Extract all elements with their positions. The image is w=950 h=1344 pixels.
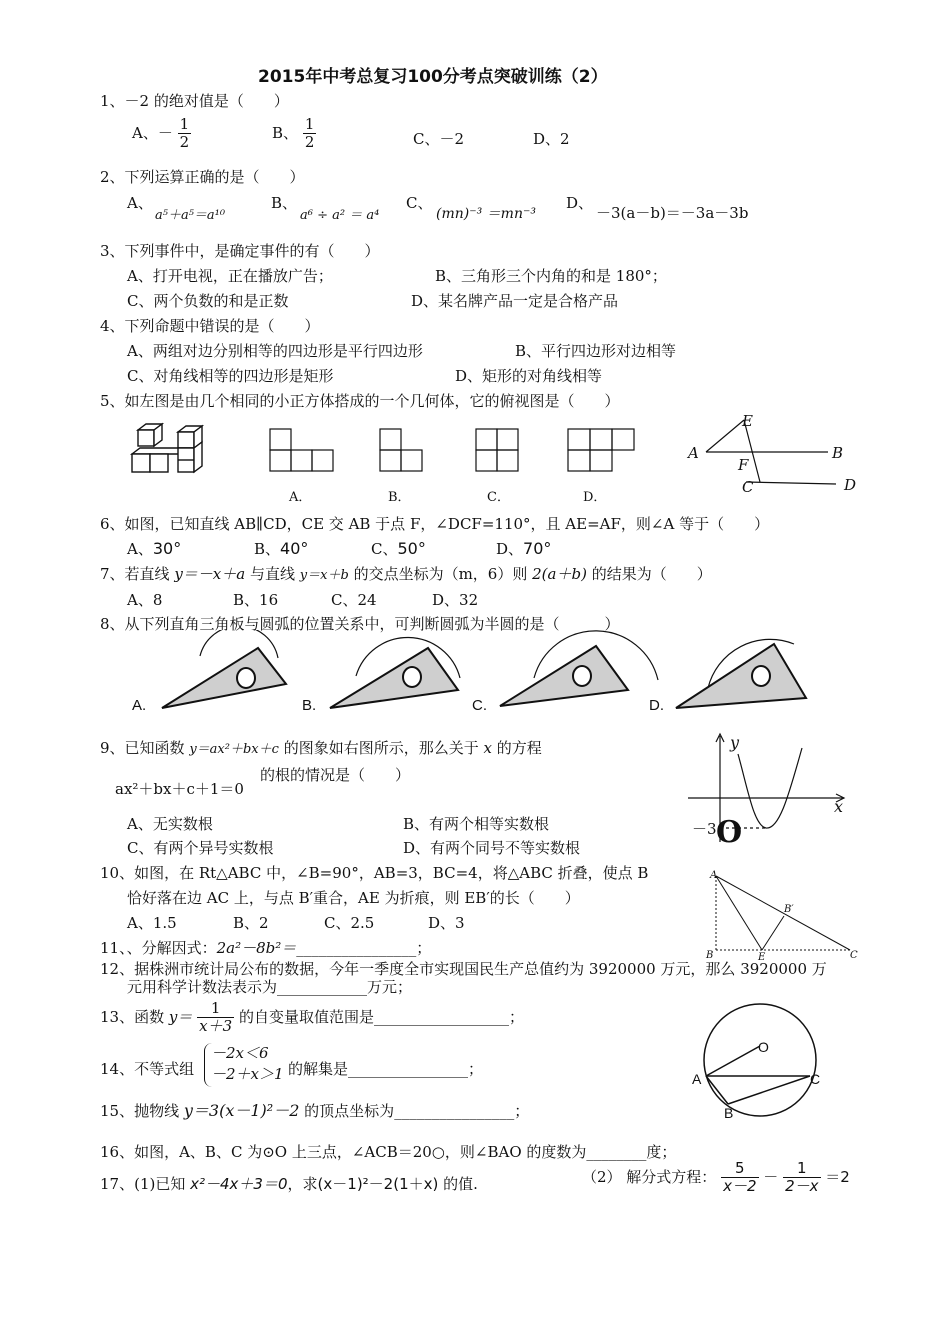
q1-a-num: 1 — [179, 115, 190, 133]
q2-a-expr: a⁵＋a⁵＝a¹⁰ — [155, 208, 226, 223]
axis-label-y: y — [730, 733, 740, 752]
q1-b-den: 2 — [304, 133, 315, 152]
q13-fraction — [197, 1000, 234, 1036]
q1-option-d: D、2 — [533, 130, 570, 148]
q7-option-b: B、16 — [233, 591, 279, 609]
q13-stem: 13、函数 — [100, 1007, 165, 1026]
fold-label-A: A — [710, 870, 718, 881]
q9-pre: 9、已知函数 — [100, 739, 185, 757]
label-B: B — [832, 444, 844, 462]
q8-label-a: A. — [132, 697, 147, 714]
q2-c-expr: (mn)⁻³ ＝mn⁻³ — [436, 206, 536, 222]
q7-option-a: A、8 — [127, 591, 163, 609]
q9-var: x — [483, 739, 492, 757]
q16-answer-blank[interactable]: ________ — [586, 1143, 647, 1161]
q9-end: 的根的情况是（ ） — [260, 766, 411, 784]
q14-stem: 14、不等式组 — [100, 1060, 195, 1078]
q17-f2-den: 2－x — [785, 1177, 819, 1196]
fold-label-E: E — [758, 952, 766, 962]
cube-solid-figure — [128, 422, 210, 480]
q14-end: ； — [468, 1060, 484, 1078]
minus-three-label: －3 — [692, 820, 717, 838]
q12-line1: 12、据株洲市统计局公布的数据，今年一季度全市实现国民生产总值约为 3920000 万元，那么 3920000 万 — [100, 960, 827, 978]
q5-view-d — [566, 427, 638, 473]
q17-p1: 17、(1)已知 — [100, 1175, 186, 1193]
q13-den: x＋3 — [199, 1017, 233, 1036]
q3-option-a: A、打开电视，正在播放广告； — [127, 267, 333, 285]
q2-stem: 2、下列运算正确的是（ ） — [100, 168, 305, 186]
q9-option-b: B、有两个相等实数根 — [403, 815, 550, 833]
parallel-lines-figure — [686, 410, 866, 500]
q6-c-label: C、 — [371, 540, 398, 558]
q17-p3: 的值. — [443, 1175, 478, 1193]
q11-stem: 11、、分解因式： — [100, 939, 217, 957]
q17-f2-num: 1 — [783, 1160, 820, 1178]
q1-a-den: 2 — [179, 133, 190, 152]
q4-option-a: A、两组对边分别相等的四边形是平行四边形 — [127, 342, 423, 360]
fold-triangle-figure — [700, 866, 860, 962]
q2-a-label: A、 — [127, 194, 153, 212]
q7-eq3: 2(a＋b) — [532, 565, 587, 583]
q5-stem: 5、如左图是由几个相同的小正方体搭成的一个几何体，它的俯视图是（ ） — [100, 392, 620, 410]
page-title: 2015年中考总复习100分考点突破训练（2） — [258, 67, 608, 87]
q10-option-b: B、2 — [233, 914, 269, 932]
label-D: D — [844, 476, 857, 494]
q16-stem: 16、如图，A、B、C 为⊙O 上三点，∠ACB＝20○，则∠BAO 的度数为 — [100, 1143, 587, 1161]
q13 — [100, 1000, 524, 1036]
q1-option-b — [272, 116, 316, 152]
q11-answer-blank[interactable]: ________________ — [296, 939, 417, 957]
q1-option-a — [132, 116, 191, 152]
q11-end: ； — [416, 939, 432, 957]
label-E: E — [742, 412, 753, 430]
circle-label-A: A — [692, 1071, 702, 1087]
q6-c-value: 50° — [397, 539, 426, 558]
q14-post: 的解集是 — [288, 1060, 349, 1078]
q17-part2 — [582, 1160, 850, 1196]
circle-figure — [688, 1000, 838, 1122]
q10-option-d: D、3 — [428, 914, 465, 932]
q9-mid: 的图象如右图所示，那么关于 — [283, 739, 479, 757]
q9-eq1: y＝ax²＋bx＋c — [189, 742, 279, 757]
q7-stem — [100, 563, 712, 584]
q8-label-c: C. — [472, 697, 487, 714]
q5-label-a: A． — [289, 490, 312, 505]
q6-d-label: D、 — [496, 540, 524, 558]
q2-d-expr: －3(a－b)＝－3a－3b — [596, 204, 749, 222]
q7-option-c: C、24 — [331, 591, 377, 609]
q3-option-b: B、三角形三个内角的和是 180°； — [435, 267, 667, 285]
label-C: C — [742, 478, 754, 496]
q6-a-value: 30° — [152, 539, 182, 558]
q4-option-d: D、矩形的对角线相等 — [455, 367, 603, 385]
q16-end: 度； — [646, 1143, 677, 1161]
label-A: A — [688, 444, 699, 462]
q7-post: 的结果为（ ） — [591, 565, 712, 583]
q12-line2 — [127, 976, 412, 997]
q4-option-b: B、平行四边形对边相等 — [515, 342, 677, 360]
q15-answer-blank[interactable]: ________________ — [394, 1102, 515, 1120]
circle-label-B: B — [724, 1105, 734, 1121]
q17-p4: （2） 解分式方程： — [582, 1167, 717, 1186]
q5-label-c: C． — [487, 490, 510, 505]
q9-stem — [100, 737, 542, 758]
q2-b-label: B、 — [271, 194, 298, 212]
q17-e1: x²－4x＋3＝0 — [190, 1175, 288, 1193]
q12-answer-blank[interactable]: ____________ — [277, 978, 368, 996]
q6-option-a — [127, 538, 181, 559]
q5-view-c — [474, 427, 522, 473]
q5-label-d: D． — [583, 490, 607, 505]
q5-view-a — [268, 427, 336, 473]
axis-label-x: x — [834, 797, 844, 816]
q1-b-fraction — [303, 116, 317, 152]
q6-stem: 6、如图，已知直线 AB∥CD，CE 交 AB 于点 F，∠DCF=110°，且 AE=AF，则∠A 等于（ ） — [100, 515, 770, 533]
q17-f1-den: x－2 — [723, 1177, 757, 1196]
q15-stem: 15、抛物线 — [100, 1102, 180, 1120]
q17-eq: ＝2 — [825, 1167, 850, 1186]
q8-stem: 8、从下列直角三角板与圆弧的位置关系中，可判断圆弧为半圆的是（ ） — [100, 615, 620, 633]
q17-fraction1 — [721, 1160, 758, 1196]
q2-b-expr: a⁶ ÷ a² ＝ a⁴ — [300, 208, 380, 223]
q13-post: 的自变量取值范围是 — [238, 1007, 374, 1026]
q16 — [100, 1141, 676, 1162]
q9-eq2: ax²＋bx＋c＋1＝0 — [115, 780, 244, 798]
q5-view-b — [378, 427, 426, 473]
fold-label-C: C — [850, 950, 858, 961]
q1-stem: 1、－2 的绝对值是（ ） — [100, 92, 289, 110]
q10-option-c: C、2.5 — [324, 914, 375, 932]
q7-eq1: y＝－x＋a — [174, 565, 246, 583]
q9-option-c: C、有两个异号实数根 — [127, 839, 274, 857]
q7-option-d: D、32 — [432, 591, 479, 609]
parabola-figure — [686, 730, 856, 850]
q1-a-label: A、－ — [132, 123, 173, 142]
q15 — [100, 1098, 529, 1121]
q10-line1: 10、如图，在 Rt△ABC 中，∠B=90°，AB=3，BC=4，将△ABC 折叠，使点 B — [100, 864, 649, 882]
q7-pre: 7、若直线 — [100, 565, 170, 583]
q2-c-label: C、 — [406, 194, 433, 212]
q6-option-c — [371, 538, 426, 559]
q6-a-label: A、 — [127, 540, 153, 558]
q4-stem: 4、下列命题中错误的是（ ） — [100, 317, 320, 335]
q3-stem: 3、下列事件中，是确定事件的有（ ） — [100, 242, 380, 260]
q1-b-num: 1 — [304, 115, 315, 133]
circle-label-C: C — [810, 1071, 821, 1087]
q8-label-d: D. — [649, 697, 664, 714]
q6-d-value: 70° — [523, 539, 552, 558]
q5-label-b: B． — [388, 490, 411, 505]
q14-answer — [288, 1058, 483, 1079]
q17-f1-num: 5 — [721, 1160, 758, 1178]
q15-end: ； — [514, 1102, 530, 1120]
q9-option-a: A、无实数根 — [127, 815, 213, 833]
q14-line1: －2x＜6 — [211, 1044, 269, 1062]
q13-answer-blank[interactable]: __________________ — [373, 1007, 509, 1026]
q6-b-value: 40° — [280, 539, 309, 558]
q8-label-b: B. — [302, 697, 317, 714]
q12-end: 万元； — [367, 978, 413, 996]
q12-text: 元用科学计数法表示为 — [127, 978, 278, 996]
q15-post: 的顶点坐标为 — [304, 1102, 395, 1120]
q17-e2: (x－1)²－2(1＋x) — [317, 1175, 439, 1193]
q1-b-label: B、 — [272, 123, 299, 142]
q3-option-d: D、某名牌产品一定是合格产品 — [411, 292, 619, 310]
q10-line2: 恰好落在边 AC 上，与点 B′重合，AE 为折痕，则 EB′的长（ ） — [127, 889, 580, 907]
circle-label-O: O — [758, 1039, 769, 1055]
q11-expr: 2a²－8b²＝ — [216, 939, 297, 957]
q9-option-d: D、有两个同号不等实数根 — [403, 839, 581, 857]
q14-answer-blank[interactable]: ________________ — [348, 1060, 469, 1078]
q1-option-c: C、－2 — [413, 130, 465, 148]
q7-mid1: 与直线 — [250, 565, 296, 583]
q13-num: 1 — [197, 1000, 234, 1018]
q17-p2: ，求 — [287, 1175, 318, 1193]
fold-label-B: B — [706, 950, 714, 961]
q13-end: ； — [508, 1007, 524, 1026]
q17-minus: － — [763, 1167, 779, 1186]
origin-label: O — [716, 815, 743, 850]
q6-option-d — [496, 538, 551, 559]
q8-triangles-figure — [128, 630, 828, 716]
q14-system — [204, 1043, 284, 1087]
q15-expr: y＝3(x－1)²－2 — [183, 1101, 300, 1120]
q10-option-a: A、1.5 — [127, 914, 177, 932]
fold-label-Bprime: B′ — [784, 904, 794, 915]
q13-y: y＝ — [168, 1007, 193, 1026]
q3-option-c: C、两个负数的和是正数 — [127, 292, 289, 310]
q6-option-b — [254, 538, 308, 559]
q17-fraction2 — [783, 1160, 820, 1196]
q17-part1 — [100, 1173, 478, 1194]
q14-line2: －2＋x＞1 — [211, 1065, 284, 1083]
q7-mid2: 的交点坐标为（m，6）则 — [353, 565, 528, 583]
q11 — [100, 937, 431, 958]
q1-a-fraction — [178, 116, 192, 152]
q4-option-c: C、对角线相等的四边形是矩形 — [127, 367, 334, 385]
q7-eq2: y＝x＋b — [299, 568, 349, 583]
q2-d-label: D、 — [566, 194, 594, 212]
q9-post: 的方程 — [496, 739, 542, 757]
label-F: F — [738, 456, 749, 474]
q6-b-label: B、 — [254, 540, 281, 558]
